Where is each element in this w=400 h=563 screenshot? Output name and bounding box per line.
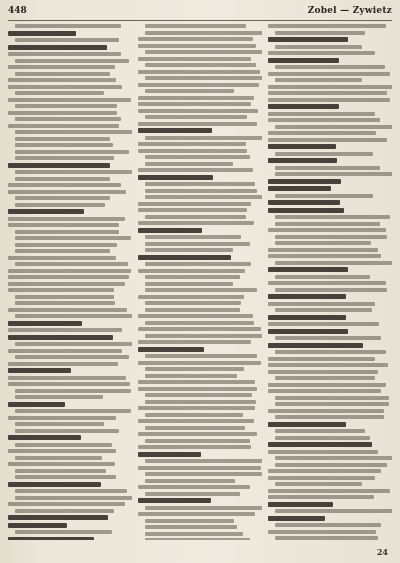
text-line bbox=[268, 98, 390, 102]
text-line bbox=[138, 445, 251, 449]
text-line bbox=[138, 485, 250, 489]
text-line bbox=[268, 24, 386, 28]
text-line bbox=[145, 162, 233, 166]
page-header bbox=[8, 6, 392, 19]
text-line bbox=[8, 382, 130, 386]
text-line bbox=[268, 389, 381, 393]
text-line bbox=[145, 63, 256, 67]
text-line bbox=[268, 530, 376, 534]
text-line bbox=[15, 203, 105, 207]
text-line bbox=[275, 509, 392, 513]
text-line bbox=[138, 175, 213, 180]
text-line bbox=[275, 523, 381, 527]
text-line bbox=[145, 426, 245, 430]
text-line bbox=[145, 459, 262, 463]
text-line bbox=[138, 295, 244, 299]
text-line bbox=[275, 78, 362, 82]
text-line bbox=[8, 321, 82, 326]
text-line bbox=[145, 24, 246, 28]
text-line bbox=[275, 308, 372, 312]
text-line bbox=[275, 275, 370, 279]
text-line bbox=[15, 475, 116, 479]
text-line bbox=[275, 222, 380, 226]
text-line bbox=[268, 138, 387, 142]
text-line bbox=[138, 380, 255, 384]
text-line bbox=[15, 143, 113, 147]
column-middle bbox=[138, 24, 262, 540]
text-line bbox=[15, 469, 106, 473]
text-line bbox=[15, 91, 104, 95]
text-line bbox=[145, 321, 254, 325]
text-line bbox=[8, 275, 129, 279]
text-line bbox=[145, 308, 240, 312]
text-line bbox=[275, 456, 392, 460]
text-line bbox=[268, 357, 375, 361]
text-line bbox=[275, 415, 384, 419]
text-line bbox=[138, 44, 256, 48]
text-line bbox=[15, 496, 132, 500]
text-line bbox=[15, 509, 114, 513]
text-line bbox=[145, 182, 255, 186]
text-line bbox=[138, 361, 261, 365]
text-line bbox=[275, 166, 380, 170]
text-line bbox=[145, 155, 250, 159]
text-line bbox=[15, 530, 112, 534]
entry-columns bbox=[8, 24, 392, 540]
text-line bbox=[138, 221, 254, 225]
text-line bbox=[268, 442, 372, 447]
text-line bbox=[138, 142, 246, 146]
text-line bbox=[138, 387, 257, 391]
text-line bbox=[268, 363, 388, 367]
text-line bbox=[15, 156, 114, 160]
text-line bbox=[145, 393, 252, 397]
text-line bbox=[145, 282, 233, 286]
text-line bbox=[145, 519, 234, 523]
text-line bbox=[268, 158, 337, 163]
text-line bbox=[275, 65, 385, 69]
text-line bbox=[268, 267, 348, 272]
text-line bbox=[138, 340, 251, 344]
text-line bbox=[8, 376, 126, 380]
text-line bbox=[268, 58, 339, 63]
text-line bbox=[275, 31, 365, 35]
text-line bbox=[275, 172, 392, 176]
text-line bbox=[268, 37, 348, 42]
text-line bbox=[8, 416, 116, 420]
running-head: Zobel — Zywietz bbox=[307, 6, 392, 16]
text-line bbox=[275, 125, 392, 129]
text-line bbox=[275, 194, 373, 198]
text-line bbox=[145, 525, 237, 529]
text-line bbox=[15, 177, 110, 181]
text-line bbox=[275, 350, 386, 354]
text-line bbox=[15, 443, 112, 447]
text-line bbox=[275, 45, 362, 49]
text-line bbox=[15, 236, 131, 240]
text-line bbox=[268, 450, 378, 454]
text-line bbox=[138, 466, 261, 470]
text-line bbox=[268, 476, 375, 480]
text-line bbox=[15, 137, 110, 141]
text-line bbox=[8, 537, 94, 541]
text-line bbox=[15, 243, 117, 247]
text-line bbox=[145, 235, 241, 239]
text-line bbox=[275, 215, 390, 219]
text-line bbox=[275, 376, 375, 380]
text-line bbox=[268, 422, 346, 427]
text-line bbox=[8, 435, 81, 440]
text-line bbox=[15, 355, 129, 359]
text-line bbox=[275, 429, 365, 433]
text-line bbox=[138, 406, 255, 410]
text-line bbox=[145, 301, 241, 305]
text-line bbox=[8, 163, 110, 168]
text-line bbox=[145, 248, 233, 252]
text-line bbox=[8, 269, 131, 273]
text-line bbox=[268, 409, 384, 413]
text-line bbox=[268, 469, 381, 473]
text-line bbox=[145, 334, 262, 338]
text-line bbox=[8, 449, 116, 453]
text-line bbox=[15, 301, 115, 305]
text-line bbox=[138, 269, 245, 273]
text-line bbox=[275, 152, 373, 156]
text-line bbox=[8, 328, 122, 332]
text-line bbox=[15, 38, 119, 42]
text-line bbox=[15, 409, 131, 413]
text-line bbox=[15, 24, 121, 28]
text-line bbox=[275, 288, 387, 292]
text-line bbox=[268, 104, 339, 109]
text-line bbox=[8, 45, 107, 50]
text-line bbox=[138, 228, 202, 233]
text-line bbox=[138, 149, 247, 153]
text-line bbox=[8, 223, 119, 227]
text-line bbox=[145, 189, 257, 193]
text-line bbox=[8, 31, 76, 36]
text-line bbox=[145, 439, 250, 443]
text-line bbox=[15, 170, 132, 174]
text-line bbox=[138, 255, 231, 260]
text-line bbox=[15, 314, 132, 318]
text-line bbox=[138, 37, 253, 41]
text-line bbox=[145, 115, 247, 119]
text-line bbox=[268, 72, 390, 76]
text-line bbox=[8, 502, 125, 506]
page-number: 448 bbox=[8, 6, 27, 16]
text-line bbox=[275, 482, 362, 486]
text-line bbox=[138, 498, 211, 503]
text-line bbox=[268, 294, 346, 299]
text-line bbox=[15, 150, 129, 154]
text-line bbox=[275, 436, 370, 440]
text-line bbox=[15, 59, 129, 63]
text-line bbox=[8, 111, 117, 115]
text-line bbox=[138, 512, 255, 516]
text-line bbox=[138, 452, 201, 457]
text-line bbox=[145, 275, 240, 279]
text-line bbox=[145, 472, 262, 476]
text-line bbox=[15, 389, 131, 393]
column-left bbox=[8, 24, 132, 540]
text-line bbox=[138, 128, 212, 133]
text-line bbox=[145, 242, 250, 246]
text-line bbox=[138, 314, 253, 318]
text-line bbox=[8, 523, 67, 528]
text-line bbox=[268, 502, 333, 507]
text-line bbox=[268, 91, 387, 95]
text-line bbox=[145, 492, 240, 496]
text-line bbox=[145, 31, 262, 35]
text-line bbox=[8, 124, 119, 128]
text-line bbox=[8, 462, 115, 466]
text-line bbox=[8, 217, 125, 221]
text-line bbox=[8, 368, 71, 373]
text-line bbox=[275, 241, 371, 245]
text-line bbox=[15, 72, 110, 76]
text-line bbox=[275, 396, 389, 400]
text-line bbox=[145, 215, 246, 219]
text-line bbox=[268, 329, 348, 334]
text-line bbox=[145, 506, 262, 510]
text-line bbox=[15, 422, 104, 426]
text-line bbox=[8, 482, 101, 487]
text-line bbox=[138, 70, 260, 74]
text-line bbox=[8, 65, 115, 69]
text-line bbox=[138, 327, 261, 331]
text-line bbox=[145, 354, 257, 358]
text-line bbox=[275, 463, 387, 467]
text-line bbox=[138, 122, 257, 126]
text-line bbox=[145, 136, 262, 140]
text-line bbox=[268, 200, 340, 205]
text-line bbox=[8, 183, 121, 187]
text-line bbox=[145, 374, 237, 378]
text-line bbox=[145, 89, 234, 93]
text-line bbox=[8, 282, 125, 286]
text-line bbox=[15, 295, 114, 299]
text-line bbox=[8, 362, 118, 366]
text-line bbox=[138, 432, 257, 436]
text-line bbox=[15, 429, 119, 433]
column-right bbox=[268, 24, 392, 540]
text-line bbox=[15, 196, 110, 200]
text-line bbox=[15, 130, 132, 134]
text-line bbox=[8, 190, 126, 194]
text-line bbox=[268, 281, 386, 285]
text-line bbox=[138, 96, 254, 100]
text-line bbox=[275, 336, 381, 340]
text-line bbox=[275, 536, 378, 540]
text-line bbox=[8, 256, 116, 260]
text-line bbox=[138, 347, 204, 352]
text-line bbox=[8, 335, 113, 340]
text-line bbox=[145, 50, 262, 54]
text-line bbox=[15, 104, 117, 108]
text-line bbox=[268, 51, 375, 55]
text-line bbox=[268, 144, 336, 149]
text-line bbox=[268, 322, 379, 326]
text-line bbox=[268, 315, 346, 320]
text-line bbox=[268, 118, 380, 122]
text-line bbox=[145, 288, 257, 292]
text-line bbox=[8, 78, 116, 82]
header-rule bbox=[8, 20, 392, 21]
text-line bbox=[145, 262, 251, 266]
text-line bbox=[268, 228, 386, 232]
text-line bbox=[145, 532, 243, 536]
text-line bbox=[268, 248, 378, 252]
text-line bbox=[8, 349, 122, 353]
text-line bbox=[8, 308, 127, 312]
text-line bbox=[268, 112, 375, 116]
text-line bbox=[268, 495, 374, 499]
text-line bbox=[15, 489, 127, 493]
text-line bbox=[145, 367, 244, 371]
text-line bbox=[138, 109, 258, 113]
text-line bbox=[275, 235, 387, 239]
text-line bbox=[268, 179, 341, 184]
text-line bbox=[8, 402, 65, 407]
text-line bbox=[145, 479, 235, 483]
text-line bbox=[15, 456, 102, 460]
text-line bbox=[8, 515, 108, 520]
text-line bbox=[268, 489, 390, 493]
text-line bbox=[8, 288, 114, 292]
text-line bbox=[15, 262, 128, 266]
text-line bbox=[15, 249, 110, 253]
text-line bbox=[8, 52, 121, 56]
text-line bbox=[145, 400, 256, 404]
text-line bbox=[268, 343, 363, 348]
text-line bbox=[145, 76, 262, 80]
footer-page-number: 24 bbox=[376, 547, 388, 557]
text-line bbox=[268, 186, 331, 191]
text-line bbox=[8, 98, 131, 102]
text-line bbox=[138, 208, 247, 212]
text-line bbox=[268, 516, 325, 521]
text-line bbox=[138, 83, 259, 87]
text-line bbox=[268, 302, 375, 306]
text-line bbox=[138, 168, 253, 172]
text-line bbox=[268, 131, 376, 135]
text-line bbox=[138, 102, 251, 106]
text-line bbox=[15, 230, 119, 234]
text-line bbox=[8, 85, 122, 89]
text-line bbox=[15, 342, 132, 346]
text-line bbox=[15, 117, 121, 121]
text-line bbox=[138, 57, 251, 61]
text-line bbox=[138, 419, 254, 423]
text-line bbox=[145, 538, 250, 540]
text-line bbox=[268, 383, 386, 387]
text-line bbox=[268, 370, 378, 374]
text-line bbox=[15, 395, 103, 399]
text-line bbox=[145, 195, 262, 199]
text-line bbox=[275, 402, 389, 406]
text-line bbox=[268, 208, 344, 213]
text-line bbox=[268, 85, 392, 89]
text-line bbox=[275, 261, 392, 265]
text-line bbox=[145, 413, 243, 417]
text-line bbox=[268, 254, 381, 258]
text-line bbox=[8, 209, 84, 214]
text-line bbox=[138, 202, 251, 206]
